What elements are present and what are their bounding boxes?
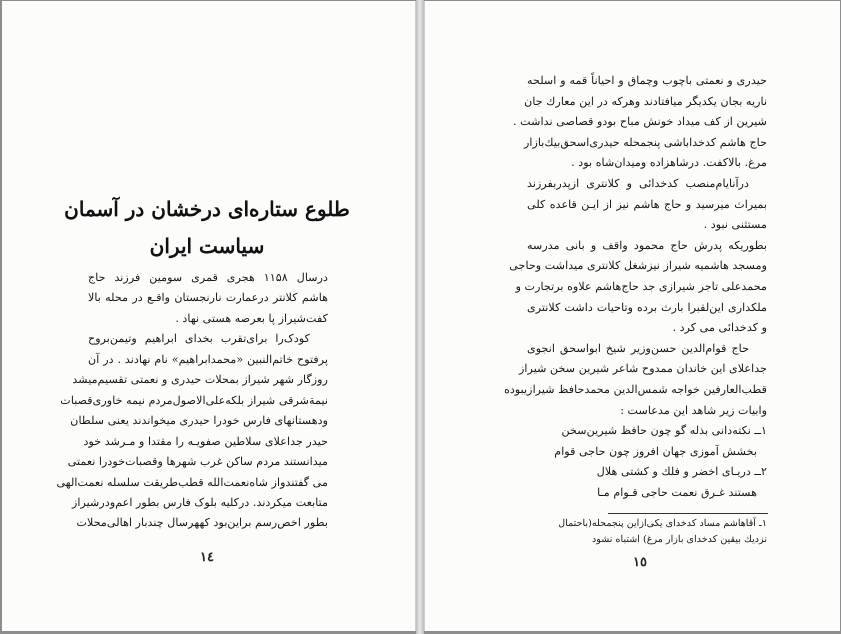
verse-line: ۲ــ دریـای اخضر و فلك و کشتی هلال: [596, 465, 767, 479]
text-line: قطب‌العارفین خواجه شمس‌الدین محمدحافظ شیرازیبوده: [504, 382, 767, 396]
text-line: کودک‌را برای‌تقرب بخدای ابراهیم وتیمن‌بروح: [88, 332, 310, 346]
text-line: شیرین از کف میداد خونش مباح بودو قصاصی نداشت .: [513, 115, 767, 129]
text-line: مرغ. بالاکفت. درشاهزاده ومیدان‌شاه بود .: [571, 156, 767, 170]
text-line: حیدر جداعلای سلاطین صفویـه را مقتدا و مـرشد خود: [83, 434, 328, 448]
text-line: بطوریکه پدرش حاج محمود واقف و بانی مدرسه: [527, 238, 767, 252]
text-line: ومسجد هاشمیه شیراز نیزشغل کلانتری میداشت وحاجی: [509, 259, 767, 273]
text-line: بمیراث میرسید و حاج هاشم نیز از ایـن قاعده کلی: [527, 197, 767, 211]
text-line: کفت‌شیراز پا بعرصه هستی نهاد .: [175, 311, 328, 325]
text-line: درآنایام‌منصب کدخدائی و کلانتری ازپدربفرزند: [527, 176, 749, 190]
book-spine: [416, 0, 424, 634]
text-line: محمدعلی تاجر شیرازی جد حاج‌هاشم علاوه برتجارت و: [515, 279, 767, 293]
verse-line: هستند غـرق نعمت حاجی قـوام مـا: [597, 485, 757, 499]
chapter-title: طلوع ستاره‌ای درخشان در آسمان: [64, 197, 350, 221]
text-line: و کدخدائی می کرد .: [672, 321, 767, 335]
verse-line: بخشش آموزی جهان افروز چون حاجی قوام: [554, 444, 757, 458]
text-line: جداعلای این خاندان ممدوح شاعر شیرین سخن شیراز: [519, 362, 767, 376]
text-line: ملکداری این‌لقبرا بارث برده وتاحیات داشت کلانتری: [527, 300, 767, 314]
text-line: حاج هاشم کدخداباشی پنجمحله حیدری‌اسحق‌بیك‌بازار: [523, 135, 767, 149]
text-line: نیمةشرقی شیراز بلکه‌علی‌الاصول‌مردم نیمه خاوری‌قصبات: [60, 393, 328, 407]
footnote-line: نزدیك بیقین کدخدای بازار مرغ) اشتباه نشود: [592, 534, 767, 545]
left-body-text: [56, 268, 328, 534]
footnote-line: ۱ـ آقاهاشم مساد کدخدای یکی‌ازاین پنجمحله(باحتمال: [558, 518, 767, 529]
text-line: بطور اخص‌رسم براین‌بود کههرسال چندبار اهالی‌محلات: [76, 516, 328, 530]
text-line: حیدری و نعمتی باچوب وچماق و احیاناً قمه و اسلحه: [527, 74, 767, 87]
text-line: حاج قوام‌الدین حسن‌وزیر شیخ ابواسحق انجوی: [527, 341, 749, 355]
page-number: ١٥: [633, 555, 647, 570]
text-line: درسال ۱۱۵۸ هجری قمری سومین فرزند حاج: [88, 271, 328, 284]
text-line: وابیات زیر شاهد این مدعاست :: [620, 403, 767, 417]
right-body-text: [504, 71, 767, 503]
text-line: پرفتوح خاتم‌النبین «محمدابراهیم» نام نهادند . در آن: [88, 352, 328, 366]
text-line: هاشم کلانتر درعمارت نارنجستان واقـع در محله بالا: [88, 291, 328, 305]
verse-line: ۱ــ نکته‌دانی بذله گو چون حافظ شیرین‌سخن: [561, 424, 767, 438]
footnote: [527, 516, 767, 548]
text-line: ناریه بجان یکدیگر میافتادند وهرکه در این معارك جان: [524, 94, 767, 108]
text-line: ودهستانهای فارس خودرا حیدری میخواندند یعنی سلطان: [70, 414, 328, 428]
text-line: میدانستند مردم ساکن غرب شهرها وقصبات‌خودرا نعمتی: [67, 455, 328, 469]
text-line: متابعت میکردند. درکلیه بلوک فارس بطور اعم‌ودرشیراز: [72, 495, 328, 509]
footnote-divider: [608, 513, 768, 514]
text-line: روزگار شهر شیراز بمحلات حیدری و نعمتی تقسیم‌میشد: [72, 373, 328, 387]
chapter-subtitle: سیاست ایران: [149, 234, 265, 258]
text-line: مستثنی نبود .: [703, 218, 767, 232]
text-line: می گفتندواز شاه‌نعمت‌الله قطب‌طریقت سلسله نعمت‌الهی: [56, 475, 328, 489]
page-number: ١٤: [200, 550, 214, 565]
